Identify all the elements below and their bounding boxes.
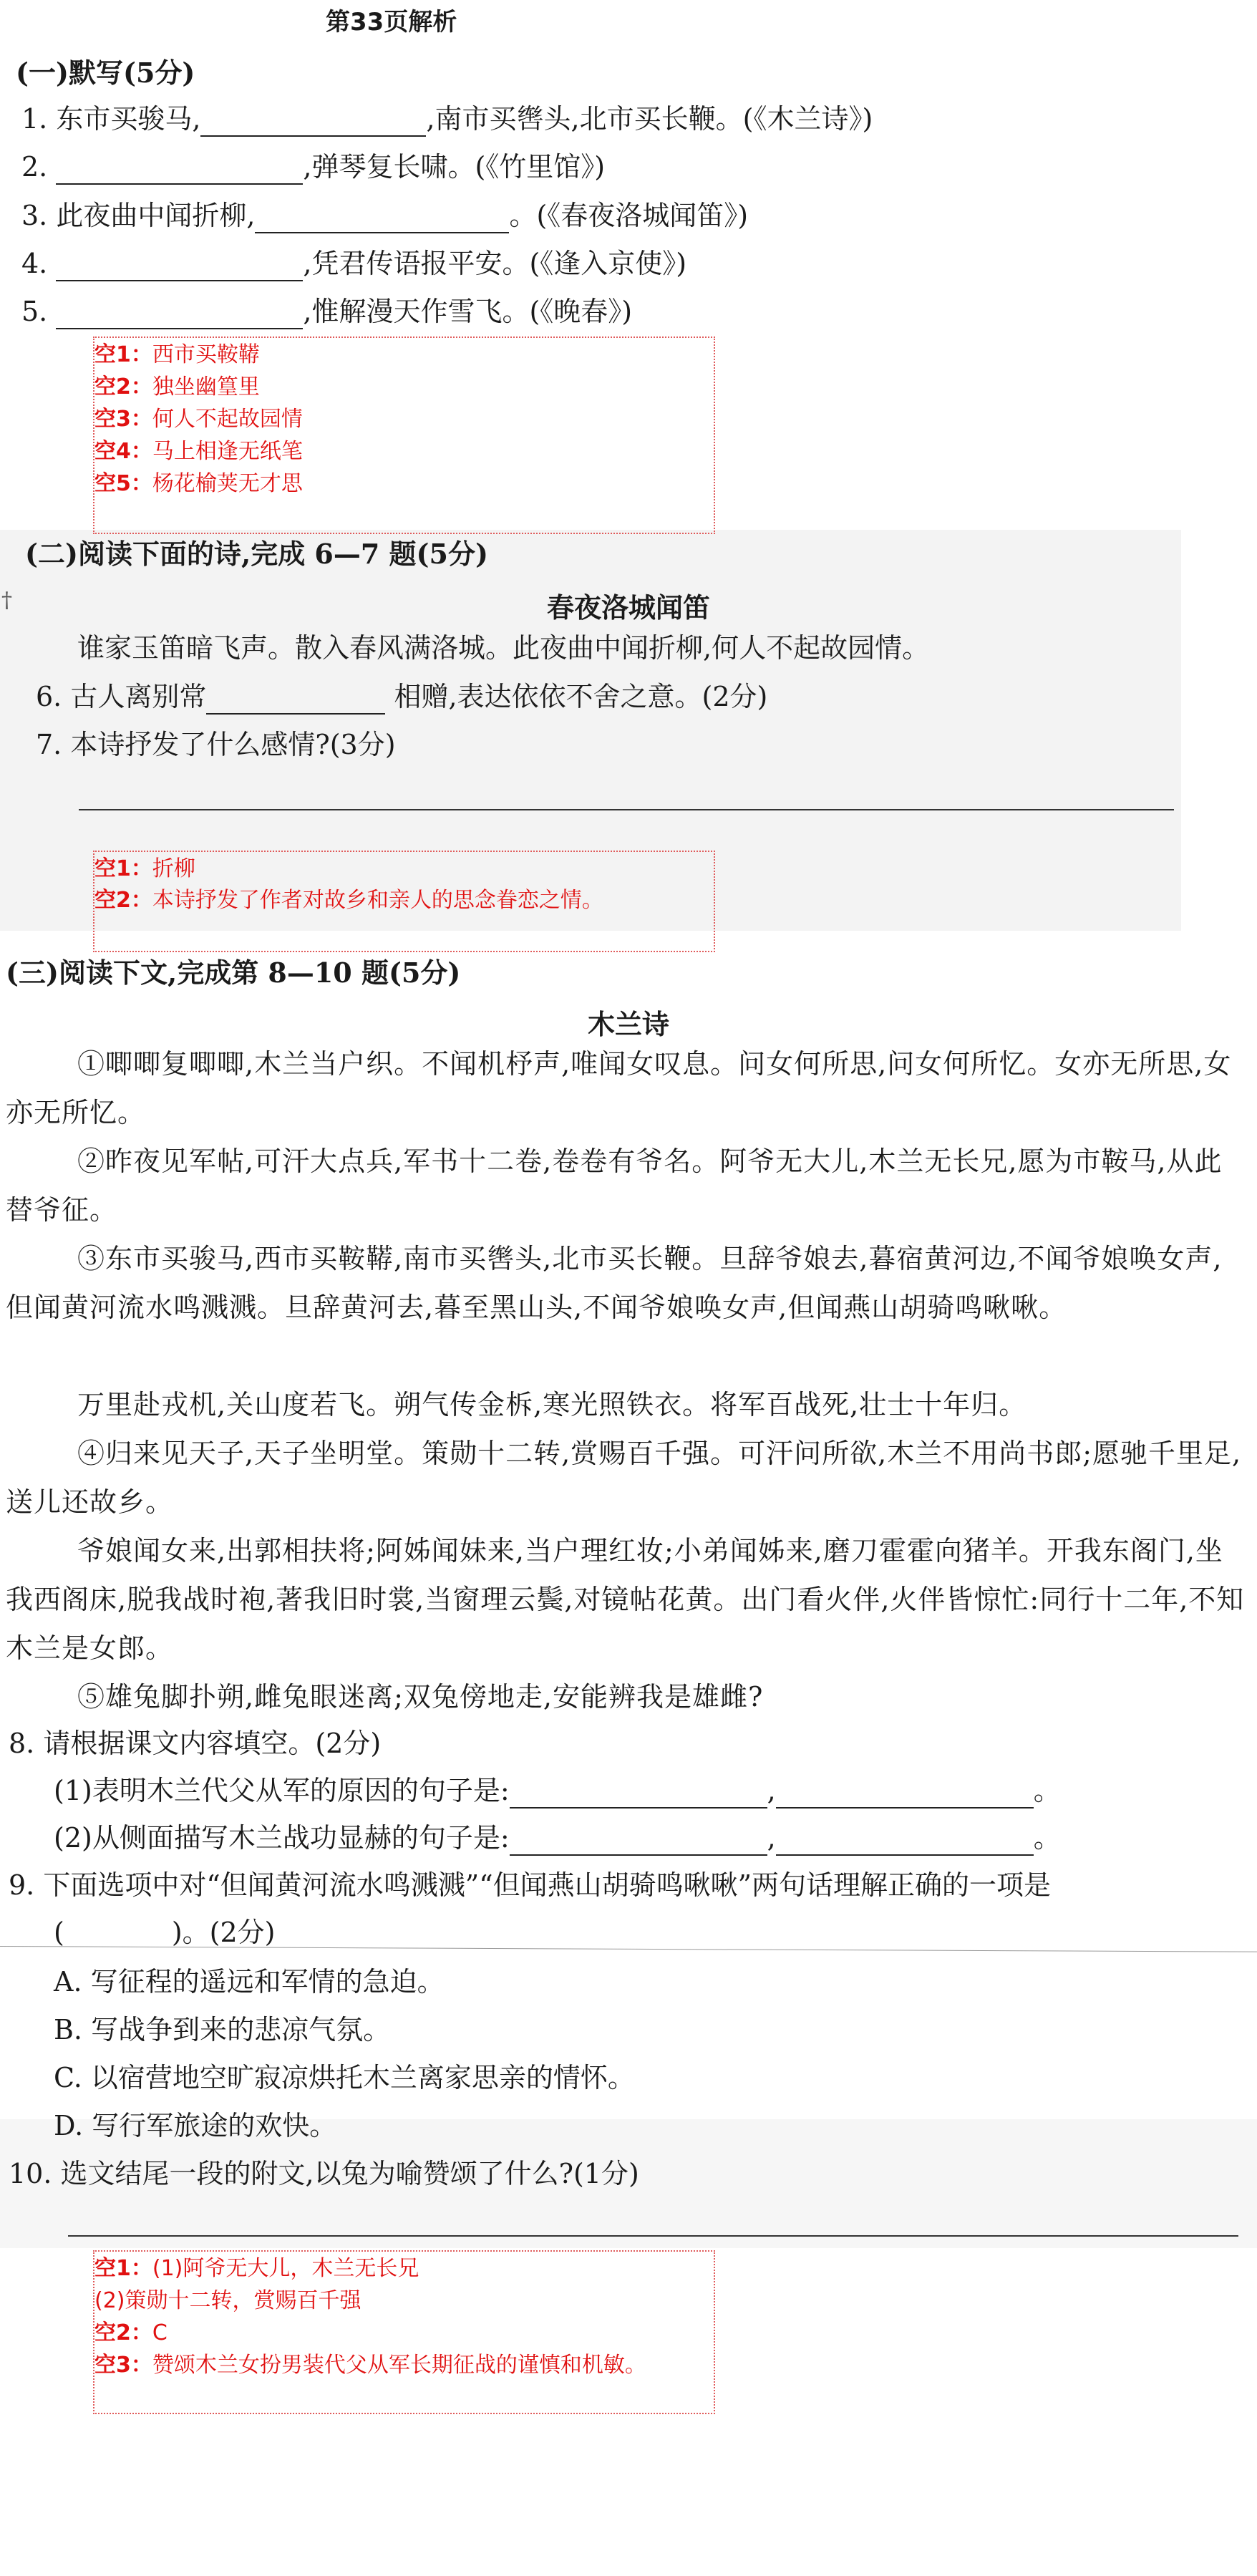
blank-q8-2b[interactable] bbox=[776, 1830, 1034, 1856]
paragraph-2: ②昨夜见军帖,可汗大点兵,军书十二卷,卷卷有爷名。阿爷无大儿,木兰无长兄,愿为市鞍马,从此替爷征。 bbox=[6, 1146, 1223, 1226]
answer-3-3: 空3：赞颂木兰女扮男装代父从军长期征战的谨慎和机敏。 bbox=[94, 2353, 646, 2378]
option-a[interactable]: A. 写征程的遥远和军情的急迫。 bbox=[54, 1966, 445, 1998]
fill-item-2: 2. ,弹琴复长啸。(《竹里馆》) bbox=[21, 150, 605, 185]
paragraph-4: 万里赴戎机,关山度若飞。朔气传金柝,寒光照铁衣。将军百战死,壮士十年归。 bbox=[77, 1389, 1027, 1420]
blank-1[interactable] bbox=[200, 111, 426, 137]
answer-3-1b: (2)策勋十二转，赏赐百千强 bbox=[94, 2288, 361, 2313]
side-mark: † bbox=[1, 588, 12, 613]
answer-2-2: 空2：本诗抒发了作者对故乡和亲人的思念眷恋之情。 bbox=[94, 888, 603, 913]
section2-heading: (二)阅读下面的诗,完成 6—7 题(5分) bbox=[25, 538, 488, 570]
blank-q8-1b[interactable] bbox=[776, 1783, 1034, 1808]
blank-3[interactable] bbox=[255, 208, 509, 233]
paragraph-1: ①唧唧复唧唧,木兰当户织。不闻机杼声,唯闻女叹息。问女何所思,问女何所忆。女亦无所思,女亦无所忆。 bbox=[6, 1048, 1232, 1128]
fill-item-4: 4. ,凭君传语报平安。(《逢入京使》) bbox=[21, 247, 686, 281]
fill-item-3: 3. 此夜曲中闻折柳, 。(《春夜洛城闻笛》) bbox=[21, 199, 748, 233]
answer-line-q10[interactable] bbox=[68, 2235, 1238, 2237]
section1-heading: (一)默写(5分) bbox=[16, 57, 195, 89]
blank-q6[interactable] bbox=[206, 689, 385, 715]
answer-1-4: 空4：马上相逢无纸笔 bbox=[94, 439, 303, 464]
paragraph-7: ⑤雄兔脚扑朔,雌兔眼迷离;双兔傍地走,安能辨我是雄雌? bbox=[77, 1681, 764, 1713]
answer-1-1: 空1：西市买鞍鞯 bbox=[94, 342, 260, 367]
answer-1-2: 空2：独坐幽篁里 bbox=[94, 374, 260, 400]
poem-title-2: 春夜洛城闻笛 bbox=[546, 592, 710, 624]
blank-5[interactable] bbox=[56, 304, 303, 329]
paragraph-6: 爷娘闻女来,出郭相扶将;阿姊闻妹来,当户理红妆;小弟闻姊来,磨刀霍霍向猪羊。开我东阁门,坐我西阁床,脱我战时袍,著我旧时裳,当窗理云鬓,对镜帖花黄。出门看火伴,火伴皆惊忙:同行十二年,不知木兰是女郎。 bbox=[6, 1535, 1245, 1664]
fill-item-5: 5. ,惟解漫天作雪飞。(《晚春》) bbox=[21, 295, 632, 329]
option-d[interactable]: D. 写行军旅途的欢快。 bbox=[54, 2110, 337, 2141]
question-8-1: (1)表明木兰代父从军的原因的句子是: , 。 bbox=[54, 1774, 1061, 1808]
question-7: 7. 本诗抒发了什么感情?(3分) bbox=[36, 729, 396, 760]
answer-2-1: 空1：折柳 bbox=[94, 856, 195, 881]
question-10: 10. 选文结尾一段的附文,以兔为喻赞颂了什么?(1分) bbox=[9, 2158, 639, 2189]
question-8-2: (2)从侧面描写木兰战功显赫的句子是: , 。 bbox=[54, 1821, 1061, 1856]
option-b[interactable]: B. 写战争到来的悲凉气氛。 bbox=[54, 2014, 391, 2045]
answer-line-q7[interactable] bbox=[79, 809, 1174, 810]
section3-heading: (三)阅读下文,完成第 8—10 题(5分) bbox=[6, 957, 461, 989]
question-9-paren: ( )。(2分) bbox=[54, 1916, 275, 1950]
question-9: 9. 下面选项中对“但闻黄河流水鸣溅溅”“但闻燕山胡骑鸣啾啾”两句话理解正确的一项是 bbox=[9, 1869, 1052, 1901]
fill-item-1: 1. 东市买骏马, ,南市买辔头,北市买长鞭。(《木兰诗》) bbox=[21, 102, 873, 137]
blank-2[interactable] bbox=[56, 159, 303, 185]
question-8: 8. 请根据课文内容填空。(2分) bbox=[9, 1728, 382, 1759]
poem-text-2: 谁家玉笛暗飞声。散入春风满洛城。此夜曲中闻折柳,何人不起故园情。 bbox=[77, 632, 930, 664]
blank-q8-1a[interactable] bbox=[510, 1783, 767, 1808]
option-c[interactable]: C. 以宿营地空旷寂凉烘托木兰离家思亲的情怀。 bbox=[54, 2062, 635, 2093]
answer-1-3: 空3：何人不起故园情 bbox=[94, 407, 303, 432]
paragraph-3: ③东市买骏马,西市买鞍鞯,南市买辔头,北市买长鞭。旦辞爷娘去,暮宿黄河边,不闻爷娘唤女声,但闻黄河流水鸣溅溅。旦辞黄河去,暮至黑山头,不闻爷娘唤女声,但闻燕山胡骑鸣啾啾。 bbox=[6, 1243, 1223, 1323]
answer-3-1: 空1：(1)阿爷无大儿，木兰无长兄 bbox=[94, 2256, 419, 2281]
poem-title-3: 木兰诗 bbox=[587, 1009, 669, 1040]
question-6: 6. 古人离别常 相赠,表达依依不舍之意。(2分) bbox=[36, 680, 767, 715]
paragraph-5: ④归来见天子,天子坐明堂。策勋十二转,赏赐百千强。可汗问所欲,木兰不用尚书郎;愿驰千里足,送儿还故乡。 bbox=[6, 1438, 1242, 1518]
blank-4[interactable] bbox=[56, 256, 303, 281]
blank-q8-2a[interactable] bbox=[510, 1830, 767, 1856]
answer-1-5: 空5：杨花榆荚无才思 bbox=[94, 471, 303, 496]
page-title: 第33页解析 bbox=[326, 8, 457, 37]
answer-3-2: 空2：C bbox=[94, 2320, 168, 2345]
